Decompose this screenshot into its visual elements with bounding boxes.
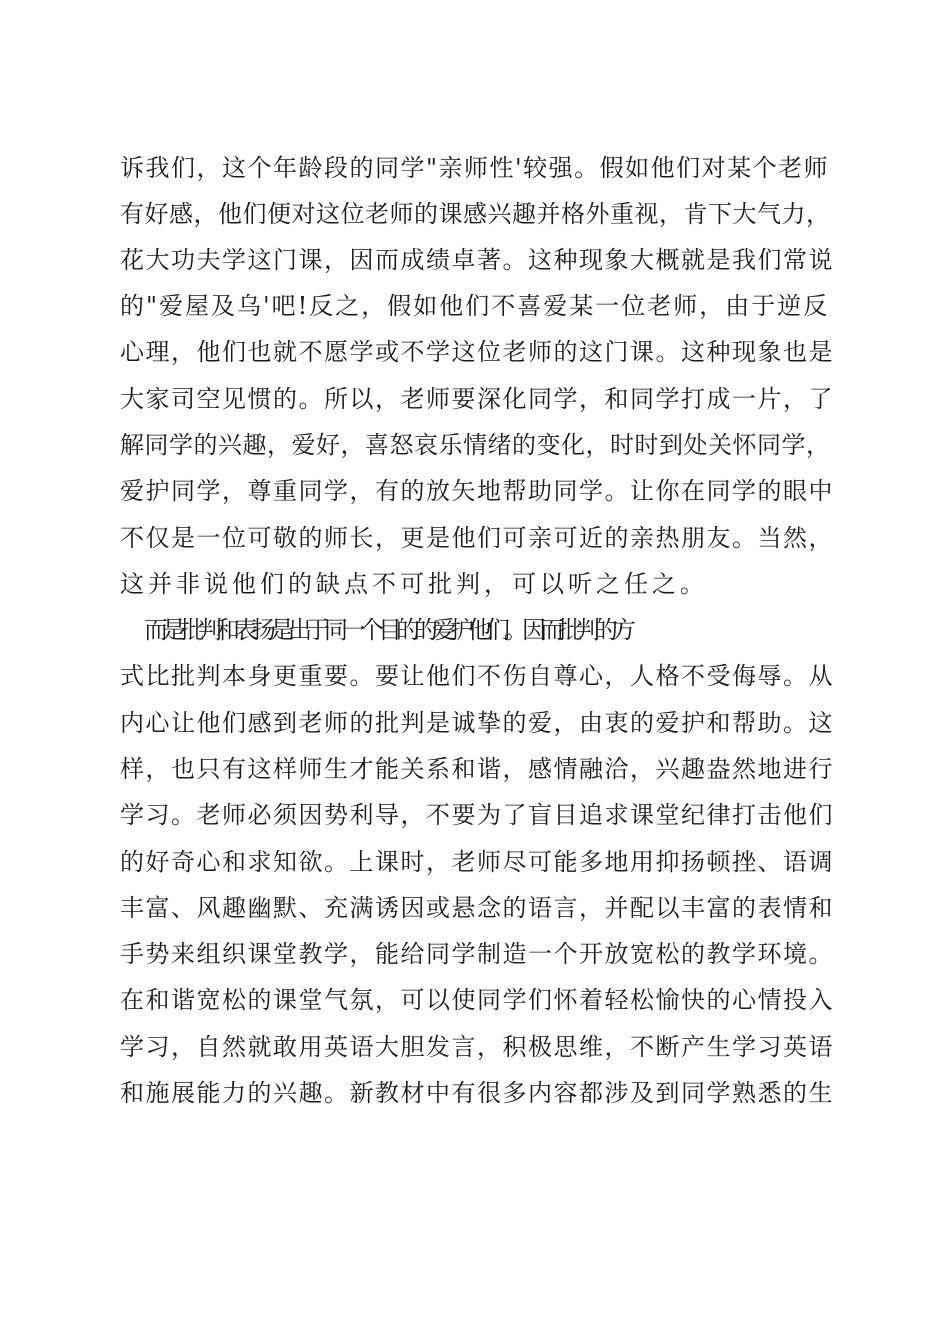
text-line: 和施展能力的兴趣。新教材中有很多内容都涉及到同学熟悉的生 xyxy=(120,1079,834,1107)
text-line: 的"爱屋及乌'吧!反之，假如他们不喜爱某一位老师，由于逆反 xyxy=(120,292,830,320)
text-line: 解同学的兴趣，爱好，喜怒哀乐情绪的变化，时时到处关怀同学， xyxy=(120,431,831,459)
text-line: 心理，他们也就不愿学或不学这位老师的这门课。这种现象也是 xyxy=(120,338,834,366)
text-line: 花大功夫学这门课，因而成绩卓著。这种现象大概就是我们常说 xyxy=(120,246,834,274)
text-line: 爱护同学，尊重同学，有的放矢地帮助同学。让你在同学的眼中 xyxy=(120,477,834,505)
text-line: 样，也只有这样师生才能关系和谐，感情融洽，兴趣盎然地进行 xyxy=(120,755,834,783)
text-line: 学习。老师必须因势利导，不要为了盲目追求课堂纪律打击他们 xyxy=(120,801,834,829)
text-line: 这并非说他们的缺点不可批判，可以听之任之。 xyxy=(120,570,708,598)
text-line: 内心让他们感到老师的批判是诚挚的爱，由衷的爱护和帮助。这 xyxy=(120,709,834,737)
text-line: 诉我们，这个年龄段的同学"亲师性'较强。假如他们对某个老师 xyxy=(120,154,830,182)
text-line: 学习，自然就敢用英语大胆发言，积极思维，不断产生学习英语 xyxy=(120,1033,834,1061)
text-line: 而是批判和表扬是出于同一个目的的爱护他们。因而批判的方 xyxy=(144,616,630,644)
text-line: 大家司空见惯的。所以，老师要深化同学，和同学打成一片，了 xyxy=(120,385,834,413)
text-line: 丰富、风趣幽默、充满诱因或悬念的语言，并配以丰富的表情和 xyxy=(120,894,834,922)
text-line: 式比批判本身更重要。要让他们不伤自尊心，人格不受侮辱。从 xyxy=(120,662,834,690)
text-line: 手势来组织课堂教学，能给同学制造一个开放宽松的教学环境。 xyxy=(120,940,834,968)
text-line: 的好奇心和求知欲。上课时，老师尽可能多地用抑扬顿挫、语调 xyxy=(120,848,834,876)
text-line: 有好感，他们便对这位老师的课感兴趣并格外重视，肯下大气力， xyxy=(120,200,831,228)
text-line: 在和谐宽松的课堂气氛，可以使同学们怀着轻松愉快的心情投入 xyxy=(120,986,834,1014)
text-line: 不仅是一位可敬的师长，更是他们可亲可近的亲热朋友。当然， xyxy=(120,524,834,552)
